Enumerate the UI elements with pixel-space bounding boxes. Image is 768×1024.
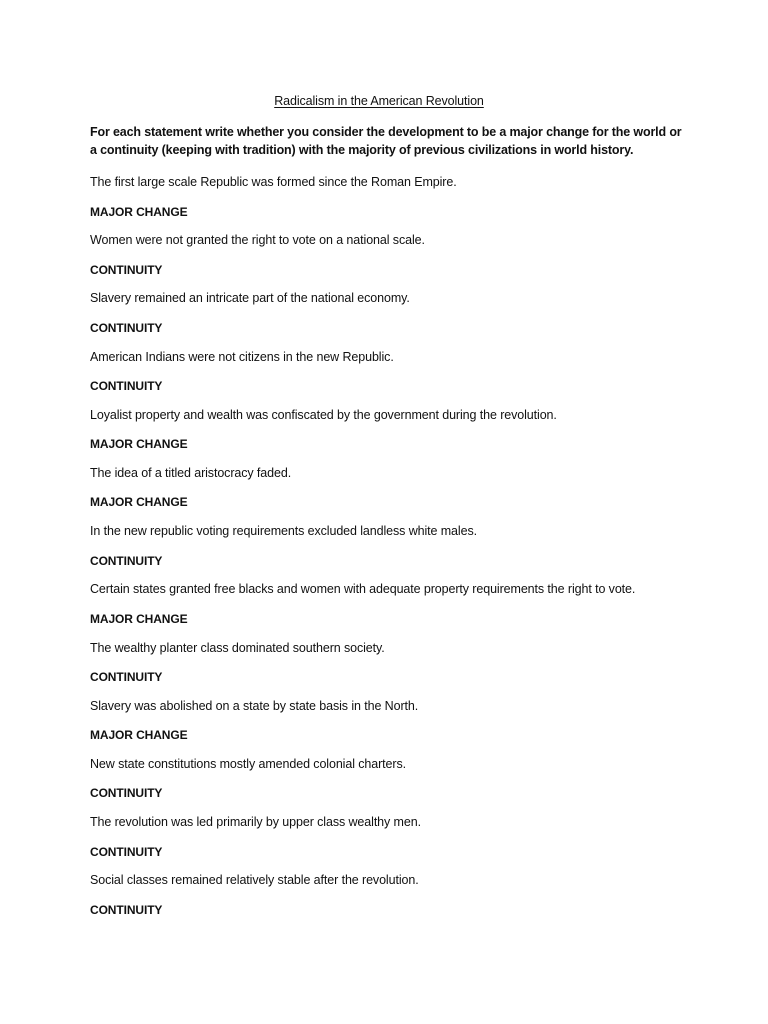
list-item	[90, 697, 730, 755]
answer-text: CONTINUITY	[90, 320, 163, 335]
statement-text: The revolution was led primarily by upper class wealthy men.	[90, 815, 421, 830]
list-item	[90, 464, 730, 522]
list-item	[90, 231, 730, 289]
list-item	[90, 173, 730, 231]
statement-text: The idea of a titled aristocracy faded.	[90, 465, 292, 480]
statement-text: Loyalist property and wealth was confiscated by the government during the revolution.	[90, 407, 557, 422]
statement-text: In the new republic voting requirements excluded landless white males.	[90, 524, 477, 539]
answer-text: MAJOR CHANGE	[90, 728, 188, 743]
answer-text: MAJOR CHANGE	[90, 204, 188, 219]
list-item	[90, 406, 730, 464]
statement-text: New state constitutions mostly amended colonial charters.	[90, 756, 406, 771]
statement-text: Women were not granted the right to vote on a national scale.	[90, 233, 425, 248]
answer-text: CONTINUITY	[90, 844, 163, 859]
list-item	[90, 348, 730, 406]
list-item	[90, 289, 730, 347]
answer-text: CONTINUITY	[90, 786, 163, 801]
answer-text: MAJOR CHANGE	[90, 611, 188, 626]
answer-text: CONTINUITY	[90, 379, 163, 394]
statement-text: Certain states granted free blacks and women with adequate property requirements the right to vote.	[90, 582, 636, 597]
answer-text: CONTINUITY	[90, 262, 163, 277]
answer-text: MAJOR CHANGE	[90, 437, 188, 452]
list-item	[90, 813, 730, 871]
statement-text: American Indians were not citizens in the new Republic.	[90, 349, 394, 364]
statement-text: Social classes remained relatively stable after the revolution.	[90, 873, 419, 888]
answer-text: MAJOR CHANGE	[90, 495, 188, 510]
statement-text: The wealthy planter class dominated southern society.	[90, 640, 385, 655]
answer-text: CONTINUITY	[90, 902, 163, 917]
statement-text: Slavery was abolished on a state by state basis in the North.	[90, 698, 419, 713]
list-item	[90, 871, 730, 929]
list-item	[90, 522, 730, 580]
list-item	[90, 755, 730, 813]
answer-text: CONTINUITY	[90, 670, 163, 684]
page-title: Radicalism in the American Revolution	[274, 94, 484, 108]
statement-text: Slavery remained an intricate part of the national economy.	[90, 291, 410, 306]
list-item	[90, 580, 730, 638]
instructions-text: For each statement write whether you consider the development to be a major change for the world or a continuity (keeping with tradition) with the majority of previous civilizations in world history.	[90, 125, 682, 157]
list-item	[90, 639, 730, 697]
answer-text: CONTINUITY	[90, 553, 163, 568]
statement-list	[90, 173, 730, 929]
statement-text: The first large scale Republic was formed since the Roman Empire.	[90, 175, 457, 189]
